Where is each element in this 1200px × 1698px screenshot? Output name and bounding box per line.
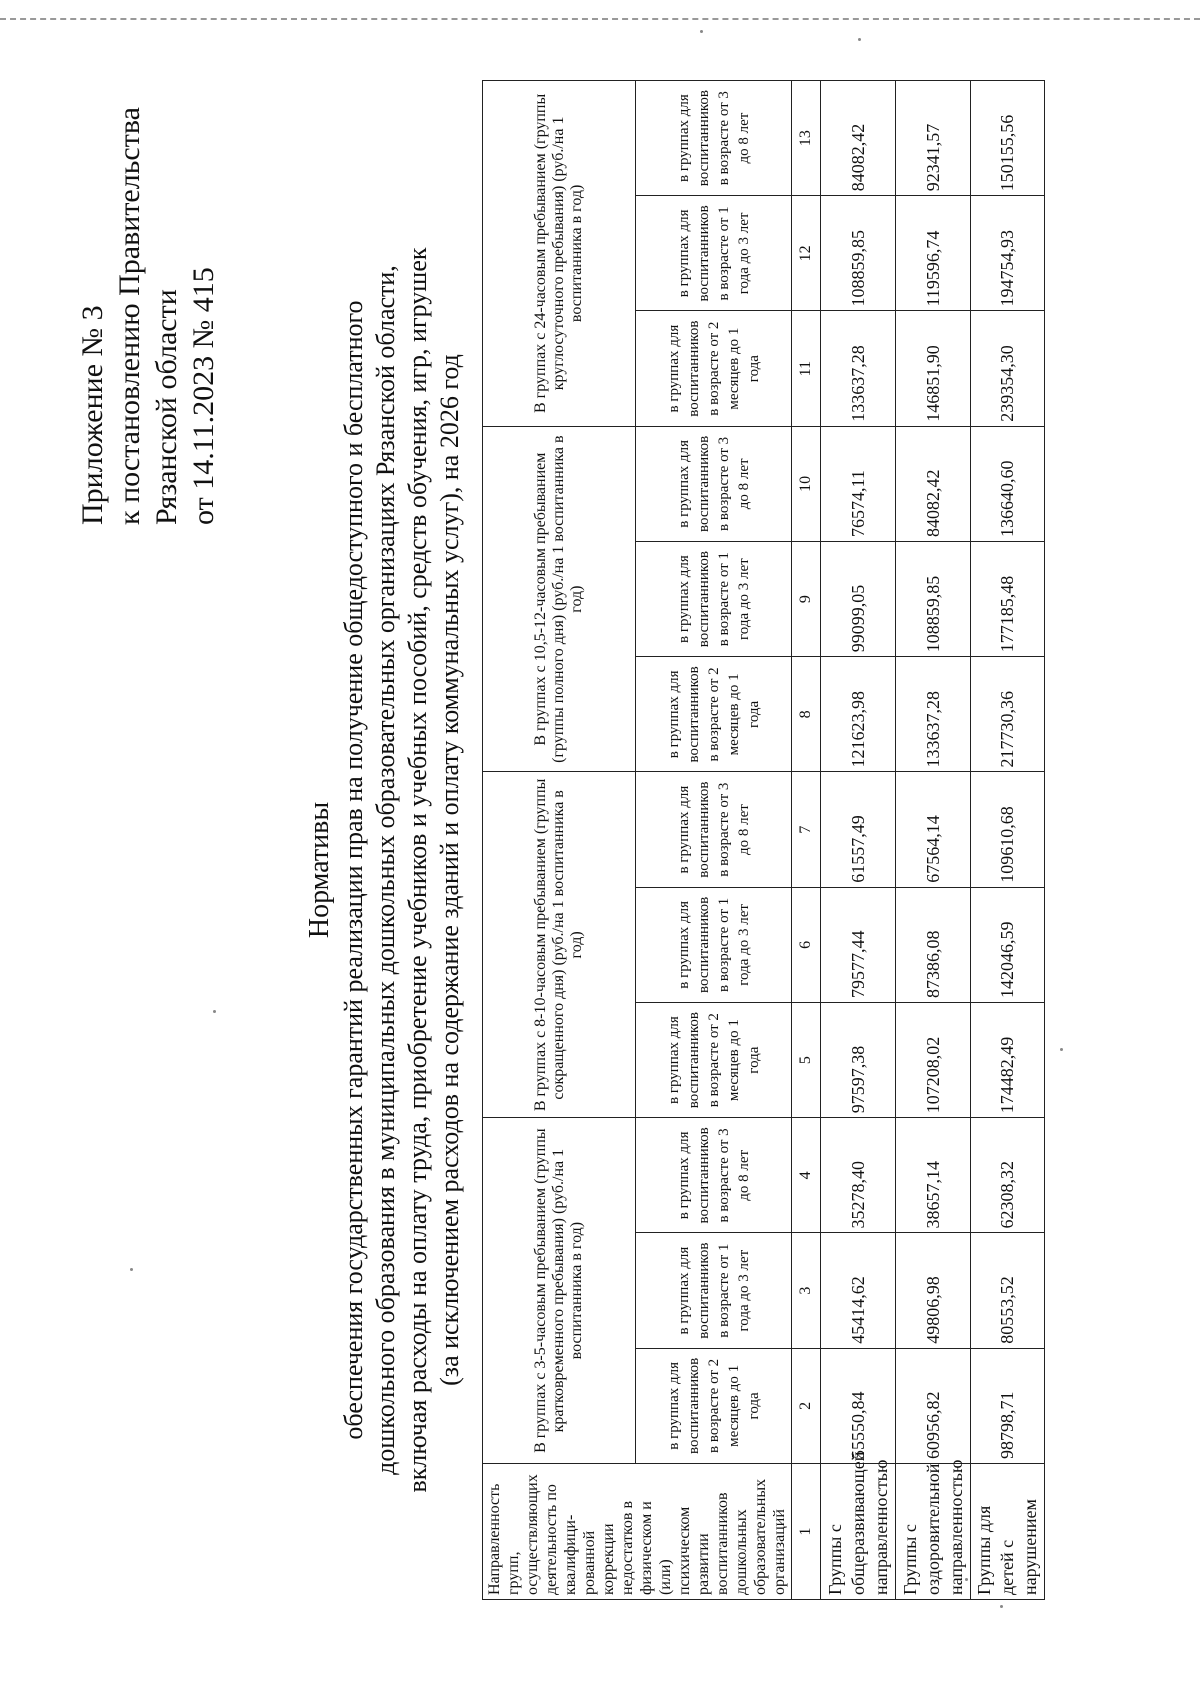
table-cell: 177185,48 bbox=[971, 542, 1045, 657]
table-cell: 217730,36 bbox=[971, 657, 1045, 772]
table-row bbox=[896, 81, 971, 1600]
group-header: В группах с 24-часовым пребыванием (группы круглосуточного пребывания) (руб./на 1 воспитанника в год) bbox=[483, 81, 636, 427]
table-cell: 194754,93 bbox=[971, 196, 1045, 311]
table-cell: 45414,62 bbox=[821, 1233, 896, 1348]
table-cell: 76574,11 bbox=[821, 426, 896, 541]
table-cell: 97597,38 bbox=[821, 1003, 896, 1118]
column-number: 7 bbox=[792, 772, 821, 887]
column-number: 9 bbox=[792, 542, 821, 657]
table-cell: 98798,71 bbox=[971, 1348, 1045, 1463]
group-header: В группах с 3-5-часовым пребыванием (группы кратковременного пребывания) (руб./на 1 воспитанника в год) bbox=[483, 1118, 636, 1464]
age-subheader: в группах для воспитанников в возрасте от 3 до 8 лет bbox=[636, 1118, 792, 1233]
title-line-1: обеспечения государственных гарантий реализации прав на получение общедоступного и бесплатного bbox=[339, 300, 368, 1440]
document-header bbox=[74, 65, 222, 525]
table-cell: 49806,98 bbox=[896, 1233, 971, 1348]
table-cell: 174482,49 bbox=[971, 1003, 1045, 1118]
age-subheader: в группах для воспитанников в возрасте от 3 до 8 лет bbox=[636, 426, 792, 541]
header-date-number: от 14.11.2023 № 415 bbox=[187, 267, 220, 525]
table-cell: 133637,28 bbox=[896, 657, 971, 772]
title-line-3: включая расходы на оплату труда, приобретение учебников и учебных пособий, средств обучения, игр, игрушек bbox=[403, 247, 432, 1493]
table-group-header-row bbox=[483, 81, 636, 1600]
table-cell: 99099,05 bbox=[821, 542, 896, 657]
document-title bbox=[304, 160, 466, 1580]
column-number: 13 bbox=[792, 81, 821, 196]
table-cell: 84082,42 bbox=[821, 81, 896, 196]
group-header: В группах с 10,5-12-часовым пребыванием (группы полного дня) (руб./на 1 воспитанника в год) bbox=[483, 426, 636, 772]
group-header: В группах с 8-10-часовым пребыванием (группы сокращенного дня) (руб./на 1 воспитанника в год) bbox=[483, 772, 636, 1118]
row-label: Группы с общеразвивающей направленностью bbox=[821, 1464, 896, 1600]
age-subheader: в группах для воспитанников в возрасте от 2 месяцев до 1 года bbox=[636, 311, 792, 426]
table-cell: 133637,28 bbox=[821, 311, 896, 426]
corner-header: Направленность групп, осуществляющих деятельность по квалифици-рованной коррекции недостатков в физическом и (или) психическом развитии воспитанников дошкольных образовательных организаций bbox=[483, 1464, 792, 1600]
table-subheader-row bbox=[636, 81, 792, 1600]
table-cell: 142046,59 bbox=[971, 887, 1045, 1002]
table-cell: 79577,44 bbox=[821, 887, 896, 1002]
table-cell: 150155,56 bbox=[971, 81, 1045, 196]
age-subheader: в группах для воспитанников в возрасте от 2 месяцев до 1 года bbox=[636, 657, 792, 772]
table-cell: 38657,14 bbox=[896, 1118, 971, 1233]
table-cell: 239354,30 bbox=[971, 311, 1045, 426]
table-row bbox=[821, 81, 896, 1600]
table-cell: 119596,74 bbox=[896, 196, 971, 311]
column-number-row bbox=[792, 81, 821, 1600]
column-number: 5 bbox=[792, 1003, 821, 1118]
header-decree: к постановлению Правительства bbox=[113, 107, 146, 525]
table-cell: 121623,98 bbox=[821, 657, 896, 772]
table-row bbox=[971, 81, 1045, 1600]
age-subheader: в группах для воспитанников в возрасте от 2 месяцев до 1 года bbox=[636, 1003, 792, 1118]
table-cell: 107208,02 bbox=[896, 1003, 971, 1118]
table-cell: 92341,57 bbox=[896, 81, 971, 196]
table-cell: 108859,85 bbox=[896, 542, 971, 657]
table-cell: 146851,90 bbox=[896, 311, 971, 426]
table-cell: 84082,42 bbox=[896, 426, 971, 541]
table-cell: 108859,85 bbox=[821, 196, 896, 311]
age-subheader: в группах для воспитанников в возрасте от 1 года до 3 лет bbox=[636, 542, 792, 657]
column-number: 8 bbox=[792, 657, 821, 772]
table-cell: 61557,49 bbox=[821, 772, 896, 887]
table-cell: 55550,84 bbox=[821, 1348, 896, 1463]
table-cell: 80553,52 bbox=[971, 1233, 1045, 1348]
table-cell: 60956,82 bbox=[896, 1348, 971, 1463]
column-number: 12 bbox=[792, 196, 821, 311]
table-cell: 87386,08 bbox=[896, 887, 971, 1002]
table-cell: 35278,40 bbox=[821, 1118, 896, 1233]
age-subheader: в группах для воспитанников в возрасте от 3 до 8 лет bbox=[636, 772, 792, 887]
age-subheader: в группах для воспитанников в возрасте от 2 месяцев до 1 года bbox=[636, 1348, 792, 1463]
column-number: 3 bbox=[792, 1233, 821, 1348]
header-region: Рязанской области bbox=[150, 289, 183, 525]
header-appendix: Приложение № 3 bbox=[76, 305, 109, 525]
title-line-4: (за исключением расходов на содержание зданий и оплату коммунальных услуг), на 2026 год bbox=[435, 354, 464, 1386]
column-number: 1 bbox=[792, 1464, 821, 1600]
normatives-table bbox=[482, 80, 1045, 1600]
table-cell: 109610,68 bbox=[971, 772, 1045, 887]
row-label: Группы для детей с нарушением bbox=[971, 1464, 1045, 1600]
column-number: 10 bbox=[792, 426, 821, 541]
age-subheader: в группах для воспитанников в возрасте от 1 года до 3 лет bbox=[636, 196, 792, 311]
age-subheader: в группах для воспитанников в возрасте от 3 до 8 лет bbox=[636, 81, 792, 196]
column-number: 6 bbox=[792, 887, 821, 1002]
row-label: Группы с оздоровительной направленностью bbox=[896, 1464, 971, 1600]
age-subheader: в группах для воспитанников в возрасте от 1 года до 3 лет bbox=[636, 1233, 792, 1348]
table-cell: 136640,60 bbox=[971, 426, 1045, 541]
table-cell: 67564,14 bbox=[896, 772, 971, 887]
table-cell: 62308,32 bbox=[971, 1118, 1045, 1233]
age-subheader: в группах для воспитанников в возрасте от 1 года до 3 лет bbox=[636, 887, 792, 1002]
column-number: 11 bbox=[792, 311, 821, 426]
column-number: 4 bbox=[792, 1118, 821, 1233]
title-line-2: дошкольного образования в муниципальных дошкольных образовательных организациях Рязанской области, bbox=[371, 265, 400, 1475]
rotated-page bbox=[24, 20, 1174, 1660]
column-number: 2 bbox=[792, 1348, 821, 1463]
title-main: Нормативы bbox=[304, 801, 335, 939]
